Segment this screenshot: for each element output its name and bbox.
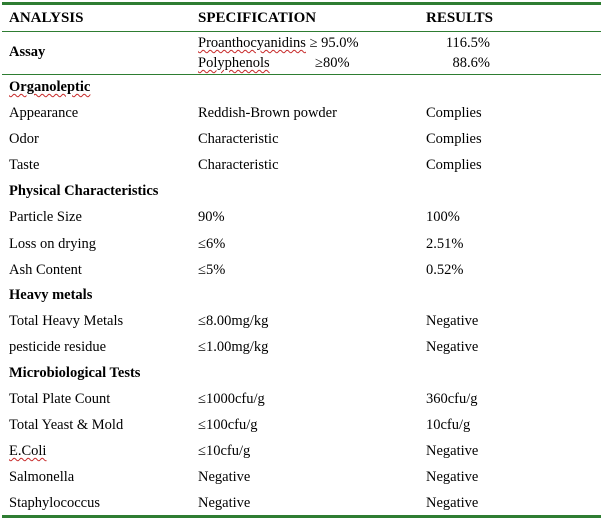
header-rule [2, 31, 601, 32]
assay-item-name: Proanthocyanidins ≥ 95.0% [198, 35, 359, 51]
assay-item-result: 116.5% [445, 35, 490, 51]
header-specification: SPECIFICATION [198, 10, 317, 26]
top-rule [2, 2, 601, 5]
assay-item-spec: ≥ 95.0% [309, 35, 359, 51]
coa-table: ANALYSIS SPECIFICATION RESULTS Assay Proanthocyanidins ≥ 95.0% 116.5% Polyphenols ≥80% 88.6% Organoleptic Appearance Reddish-Brown powder Complies Odor Characteristic Complies Taste Characteristic Complies Physical Characteristics Particle Size 90% 100% Loss on drying ≤6% 2.51% Ash Content ≤5% 0.52% Heavy metals Total Heavy Metals ≤8.00mg/kg Negative pesticide residue ≤1.00mg/kg Negative Microbiological Tests Total Plate Count ≤1000cfu/g 360cfu/g Total Yeast & Mold ≤100cfu/g 10cfu/g E.Coli ≤10cfu/g Negative Salmonella Negative Negative Staphylococcus Negative Negative [0, 0, 604, 520]
assay-item-name: Polyphenols [198, 55, 270, 71]
header-analysis: ANALYSIS [9, 10, 84, 26]
assay-row [0, 35, 604, 73]
assay-item-result: 88.6% [452, 55, 490, 71]
assay-item-spec: ≥80% [315, 55, 350, 71]
header-results: RESULTS [426, 10, 493, 26]
assay-rule [2, 74, 601, 75]
assay-label: Assay [9, 44, 46, 60]
bottom-rule [2, 515, 601, 518]
